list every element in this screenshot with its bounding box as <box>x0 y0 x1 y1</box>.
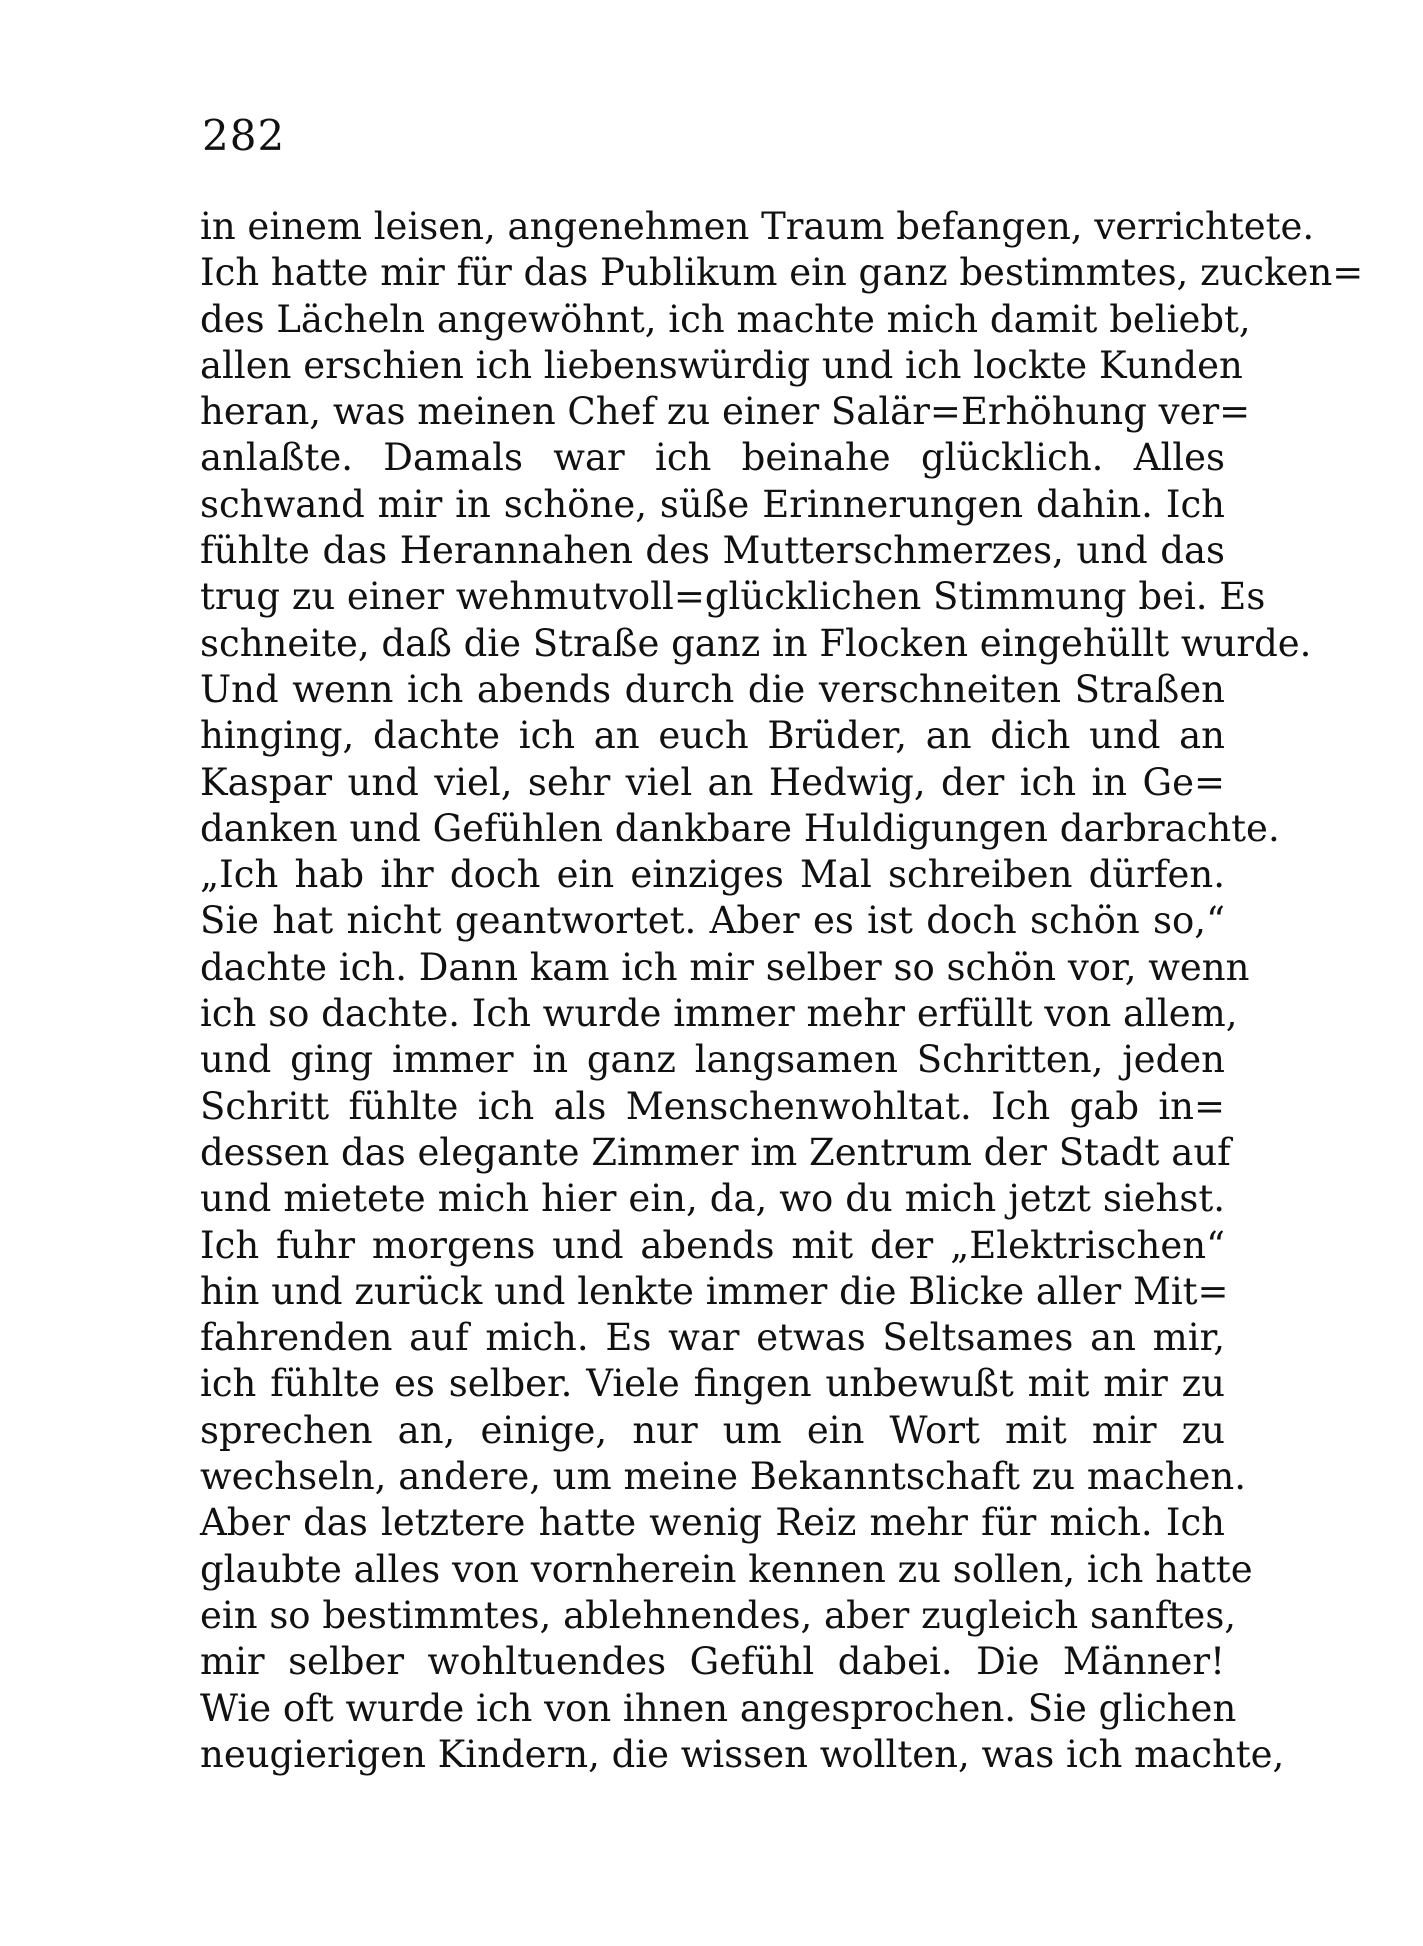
text-line: allen erschien ich liebenswürdig und ich lockte Kunden <box>200 343 1243 387</box>
text-line: heran, was meinen Chef zu einer Salär=Erhöhung ver= <box>200 390 1251 434</box>
text-line: Kaspar und viel, sehr viel an Hedwig, der ich in Ge= <box>200 760 1225 804</box>
text-line: danken und Gefühlen dankbare Huldigungen darbrachte. <box>200 806 1280 850</box>
page-number: 282 <box>202 111 286 160</box>
text-line: dessen das elegante Zimmer im Zentrum der Stadt auf <box>200 1130 1231 1174</box>
text-line: ich fühlte es selber. Viele fingen unbewußt mit mir zu <box>200 1362 1225 1406</box>
text-line: Und wenn ich abends durch die verschneiten Straßen <box>200 667 1225 711</box>
text-line: Aber das letztere hatte wenig Reiz mehr für mich. Ich <box>200 1501 1225 1545</box>
text-line: Ich hatte mir für das Publikum ein ganz bestimmtes, zucken= <box>200 251 1364 295</box>
text-line: des Lächeln angewöhnt, ich machte mich damit beliebt, <box>200 297 1251 341</box>
text-line: Sie hat nicht geantwortet. Aber es ist doch schön so,“ <box>200 899 1225 943</box>
text-line: mir selber wohltuendes Gefühl dabei. Die Männer! <box>200 1640 1225 1684</box>
text-line: wechseln, andere, um meine Bekanntschaft zu machen. <box>200 1455 1247 1499</box>
text-line: Wie oft wurde ich von ihnen angesprochen. Sie glichen <box>200 1686 1237 1730</box>
text-line: Schritt fühlte ich als Menschenwohltat. Ich gab in= <box>200 1084 1225 1128</box>
text-line: fühlte das Herannahen des Mutterschmerzes, und das <box>200 529 1225 573</box>
text-line: und ging immer in ganz langsamen Schritten, jeden <box>200 1038 1225 1082</box>
text-line: fahrenden auf mich. Es war etwas Seltsames an mir, <box>200 1316 1225 1360</box>
text-line: „Ich hab ihr doch ein einziges Mal schreiben dürfen. <box>200 853 1225 897</box>
text-line: Ich fuhr morgens und abends mit der „Elektrischen“ <box>200 1223 1225 1267</box>
text-line: dachte ich. Dann kam ich mir selber so schön vor, wenn <box>200 945 1250 989</box>
text-line: anlaßte. Damals war ich beinahe glücklich. Alles <box>200 436 1225 480</box>
text-line: trug zu einer wehmutvoll=glücklichen Stimmung bei. Es <box>200 575 1266 619</box>
text-line: sprechen an, einige, nur um ein Wort mit mir zu <box>200 1408 1225 1452</box>
text-line: in einem leisen, angenehmen Traum befangen, verrichtete. <box>200 205 1315 248</box>
text-line: und mietete mich hier ein, da, wo du mich jetzt siehst. <box>200 1177 1225 1221</box>
text-line: schwand mir in schöne, süße Erinnerungen dahin. Ich <box>200 482 1225 526</box>
text-line: neugierigen Kindern, die wissen wollten, was ich machte, <box>200 1732 1285 1776</box>
text-line: hinging, dachte ich an euch Brüder, an dich und an <box>200 714 1225 758</box>
text-line: ich so dachte. Ich wurde immer mehr erfüllt von allem, <box>200 992 1238 1036</box>
text-line: schneite, daß die Straße ganz in Flocken eingehüllt wurde. <box>200 621 1312 665</box>
text-line: hin und zurück und lenkte immer die Blicke aller Mit= <box>200 1269 1229 1313</box>
text-line: glaubte alles von vornherein kennen zu sollen, ich hatte <box>200 1547 1253 1591</box>
text-line: ein so bestimmtes, ablehnendes, aber zugleich sanftes, <box>200 1593 1237 1637</box>
body-text <box>200 204 1364 1778</box>
